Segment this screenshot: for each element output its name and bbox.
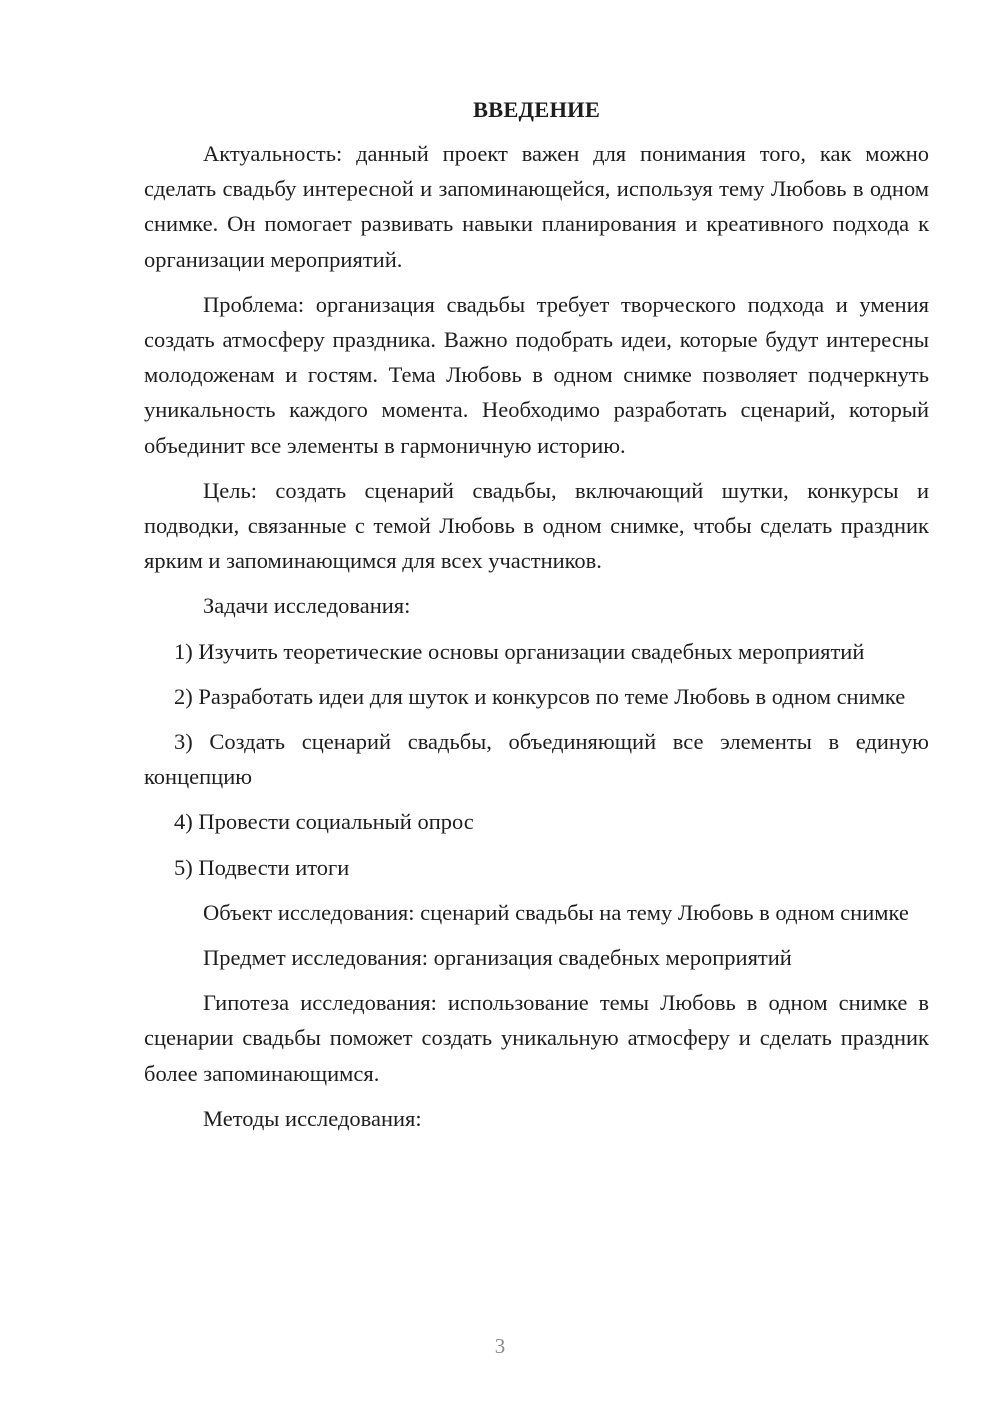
task-item-3: 3) Создать сценарий свадьбы, объединяющий все элементы в единую концепцию [144, 729, 929, 790]
paragraph-problem: Проблема: организация свадьбы требует творческого подхода и умения создать атмосферу праздника. Важно подобрать идеи, которые будут интересны молодоженам и гостям. Тема Любовь в одном снимке позволяет подчеркнуть уникальность каждого момента. Необходимо разработать сценарий, который объединит все элементы в гармоничную историю. [144, 291, 929, 458]
paragraph-object: Объект исследования: сценарий свадьбы на тему Любовь в одном снимке [203, 899, 909, 925]
page-number: 3 [494, 1334, 506, 1358]
paragraph-subject: Предмет исследования: организация свадебных мероприятий [203, 945, 792, 971]
paragraph-methods: Методы исследования: [203, 1105, 422, 1131]
section-title: ВВЕДЕНИЕ [472, 97, 601, 122]
task-item-1: 1) Изучить теоретические основы организации свадебных мероприятий [174, 638, 865, 664]
paragraph-tasks-heading: Задачи исследования: [203, 593, 411, 619]
paragraph-relevance: Актуальность: данный проект важен для понимания того, как можно сделать свадьбу интересной и запоминающейся, используя тему Любовь в одном снимке. Он помогает развивать навыки планирования и креативного подхода к организации мероприятий. [144, 141, 929, 272]
paragraph-hypothesis: Гипотеза исследования: использование темы Любовь в одном снимке в сценарии свадьбы поможет создать уникальную атмосферу и сделать праздник более запоминающимся. [144, 990, 929, 1086]
task-item-2: 2) Разработать идеи для шуток и конкурсов по теме Любовь в одном снимке [174, 683, 906, 709]
page-body [144, 95, 929, 1136]
task-item-5: 5) Подвести итоги [174, 854, 350, 880]
paragraph-goal: Цель: создать сценарий свадьбы, включающий шутки, конкурсы и подводки, связанные с темой Любовь в одном снимке, чтобы сделать праздник ярким и запоминающимся для всех участников. [144, 477, 929, 574]
task-item-4: 4) Провести социальный опрос [174, 809, 474, 835]
